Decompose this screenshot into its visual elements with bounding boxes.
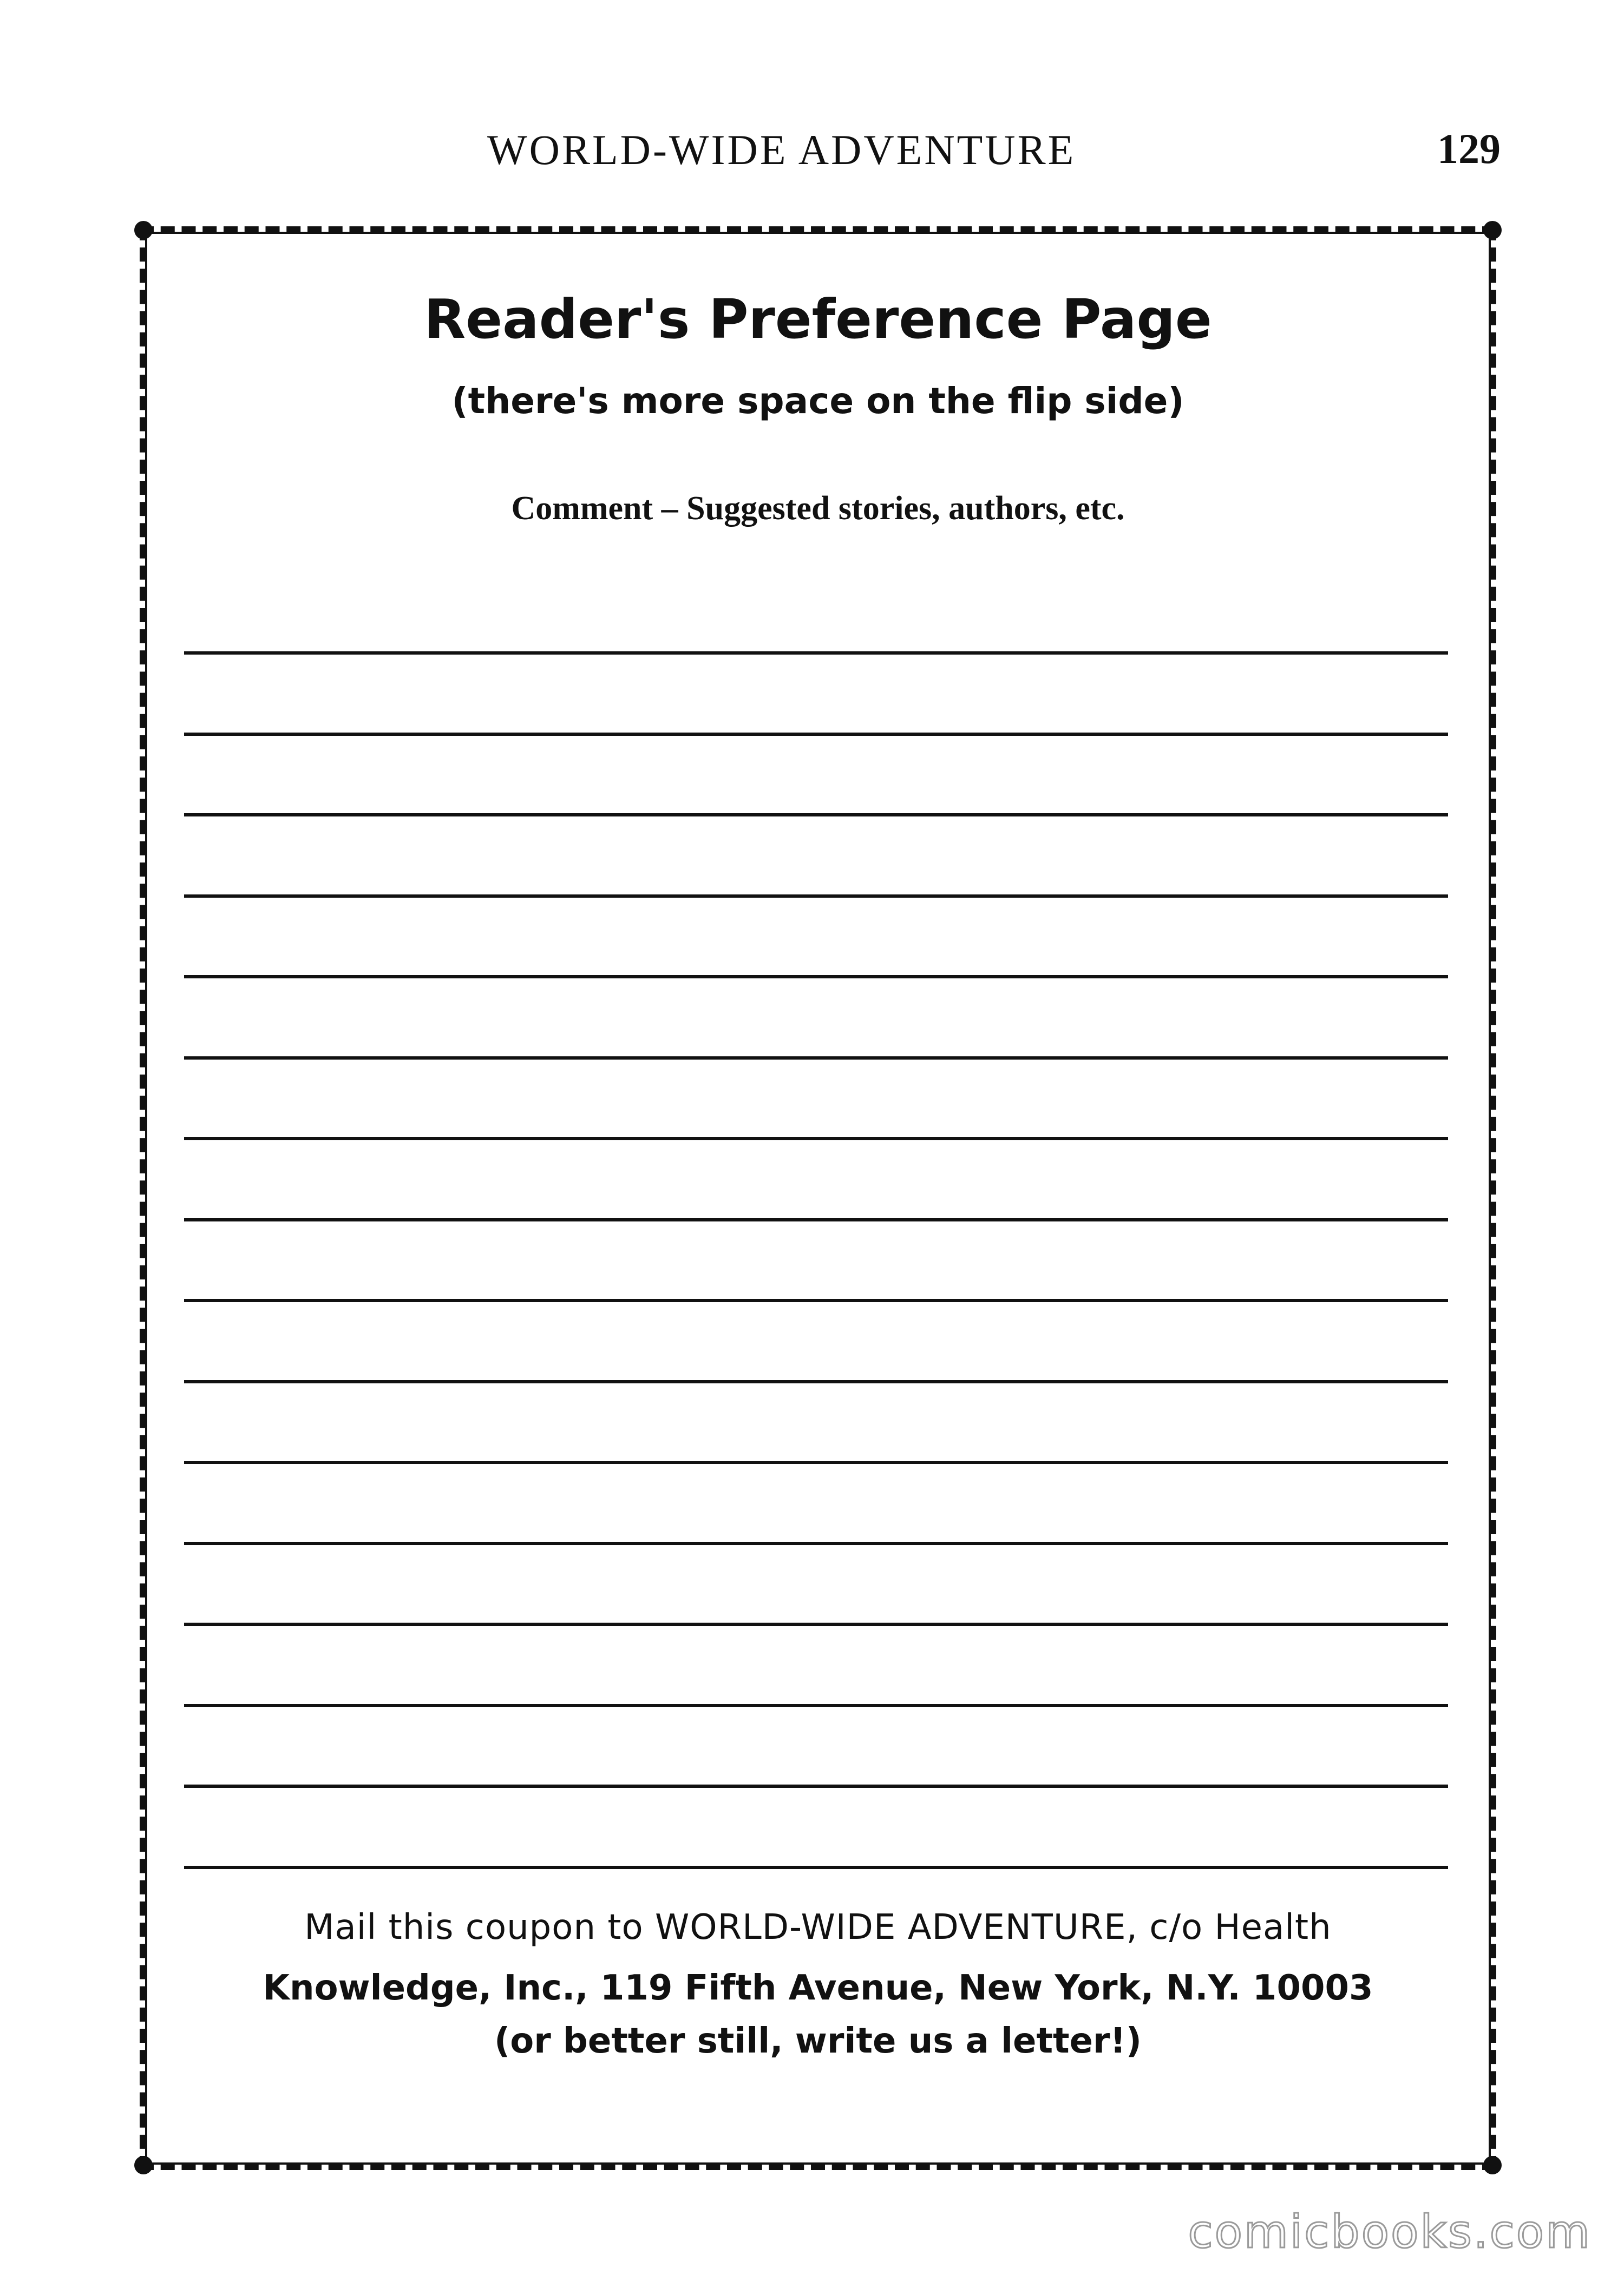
writing-line[interactable] (184, 975, 1448, 978)
running-head: WORLD-WIDE ADVENTURE (487, 126, 1076, 173)
writing-line[interactable] (184, 894, 1448, 898)
writing-line[interactable] (184, 813, 1448, 816)
writing-line[interactable] (184, 1056, 1448, 1060)
writing-line[interactable] (184, 1380, 1448, 1383)
writing-line[interactable] (184, 1542, 1448, 1545)
writing-line[interactable] (184, 1461, 1448, 1464)
writing-line[interactable] (184, 1866, 1448, 1869)
comment-prompt: Comment – Suggested stories, authors, etc. (511, 490, 1125, 527)
frame-corner-top-left (134, 221, 153, 239)
writing-line[interactable] (184, 1623, 1448, 1626)
form-title: Reader's Preference Page (424, 287, 1212, 351)
writing-line[interactable] (184, 1218, 1448, 1221)
mail-instruction-line-2: Knowledge, Inc., 119 Fifth Avenue, New York, N.Y. 10003 (263, 1968, 1373, 2008)
frame-corner-top-right (1483, 221, 1502, 239)
form-subtitle: (there's more space on the flip side) (451, 380, 1184, 422)
frame-corner-bottom-right (1483, 2156, 1502, 2174)
watermark: comicbooks.com (1188, 2205, 1592, 2258)
writing-line[interactable] (184, 1785, 1448, 1788)
mail-instruction-line-3: (or better still, write us a letter!) (494, 2021, 1142, 2061)
writing-line[interactable] (184, 1704, 1448, 1707)
page-number: 129 (1437, 125, 1501, 172)
writing-line[interactable] (184, 651, 1448, 655)
writing-line[interactable] (184, 1137, 1448, 1140)
writing-line[interactable] (184, 1299, 1448, 1302)
writing-line[interactable] (184, 733, 1448, 736)
frame-corner-bottom-left (134, 2156, 153, 2174)
mail-instruction-line-1: Mail this coupon to WORLD-WIDE ADVENTURE, c/o Health (304, 1907, 1332, 1948)
